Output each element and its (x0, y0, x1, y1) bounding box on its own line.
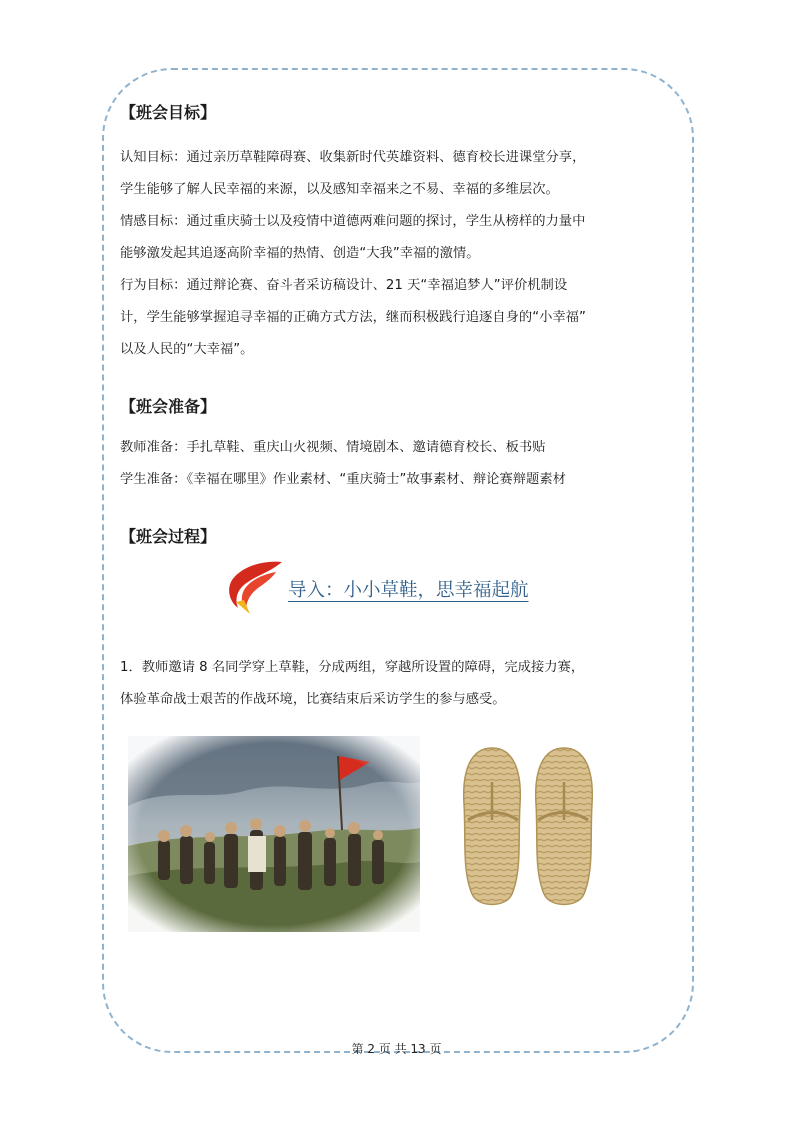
step-line: 1．教师邀请 8 名同学穿上草鞋，分成两组，穿越所设置的障碍，完成接力赛， (120, 660, 585, 675)
preparation-section (120, 396, 690, 496)
preparation-heading: 【班会准备】 (120, 397, 217, 416)
goals-heading: 【班会目标】 (120, 103, 217, 122)
teacher-preparation: 教师准备：手扎草鞋、重庆山火视频、情境剧本、邀请德育校长、板书贴 (120, 440, 546, 455)
process-heading: 【班会过程】 (120, 527, 217, 546)
red-army-painting-image (128, 736, 420, 932)
goals-line: 情感目标：通过重庆骑士以及疫情中道德两难问题的探讨，学生从榜样的力量中 (120, 214, 586, 229)
goals-line: 计，学生能够掌握追寻幸福的正确方式方法，继而积极践行追逐自身的“小幸福” (120, 310, 586, 325)
page-footer: 第 2 页 共 13 页 (351, 1042, 442, 1056)
goals-section (120, 102, 690, 366)
process-section (120, 526, 690, 936)
student-preparation: 学生准备：《幸福在哪里》作业素材、“重庆骑士”故事素材、辩论赛辩题素材 (120, 472, 566, 487)
goals-line: 认知目标：通过亲历草鞋障碍赛、收集新时代英雄资料、德育校长进课堂分享， (120, 150, 586, 165)
banner-title: 导入：小小草鞋，思幸福起航 (288, 580, 529, 601)
image-row (120, 736, 690, 936)
step-1 (120, 652, 690, 716)
goals-line: 能够激发起其追逐高阶幸福的热情、创造“大我”幸福的激情。 (120, 246, 480, 261)
section-banner (120, 552, 690, 628)
torch-flame-icon (224, 558, 286, 616)
goals-line: 以及人民的“大幸福”。 (120, 342, 254, 357)
goals-line: 行为目标：通过辩论赛、奋斗者采访稿设计、21 天“幸福追梦人”评价机制设 (120, 278, 568, 293)
goals-line: 学生能够了解人民幸福的来源，以及感知幸福来之不易、幸福的多维层次。 (120, 182, 559, 197)
straw-sandals-image (448, 742, 608, 912)
document-body (120, 102, 690, 936)
step-line: 体验革命战士艰苦的作战环境，比赛结束后采访学生的参与感受。 (120, 692, 506, 707)
